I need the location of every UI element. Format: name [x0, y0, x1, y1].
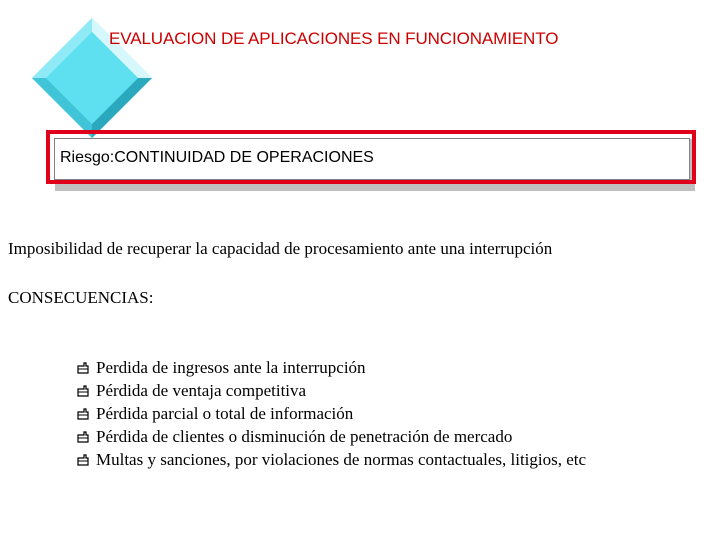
risk-label: Riesgo:CONTINUIDAD DE OPERACIONES [60, 149, 374, 166]
list-item [76, 425, 586, 448]
list-item [76, 379, 586, 402]
list-item-text: Pérdida parcial o total de información [96, 403, 354, 423]
pointing-hand-icon [76, 453, 90, 467]
page-title: EVALUACION DE APLICACIONES EN FUNCIONAMIENTO [109, 29, 559, 48]
risk-statement: Imposibilidad de recuperar la capacidad de procesamiento ante una interrupción [8, 239, 553, 258]
list-item [76, 448, 586, 471]
pointing-hand-icon [76, 407, 90, 421]
list-item-text: Perdida de ingresos ante la interrupción [96, 357, 366, 377]
pointing-hand-icon [76, 361, 90, 375]
list-item-text: Pérdida de clientes o disminución de penetración de mercado [96, 426, 513, 446]
pointing-hand-icon [76, 384, 90, 398]
consequences-heading: CONSECUENCIAS: [8, 288, 154, 307]
list-item [76, 402, 586, 425]
list-item [76, 356, 586, 379]
pointing-hand-icon [76, 430, 90, 444]
consequences-list [76, 356, 586, 471]
list-item-text: Multas y sanciones, por violaciones de normas contactuales, litigios, etc [96, 449, 587, 469]
list-item-text: Pérdida de ventaja competitiva [96, 380, 307, 400]
